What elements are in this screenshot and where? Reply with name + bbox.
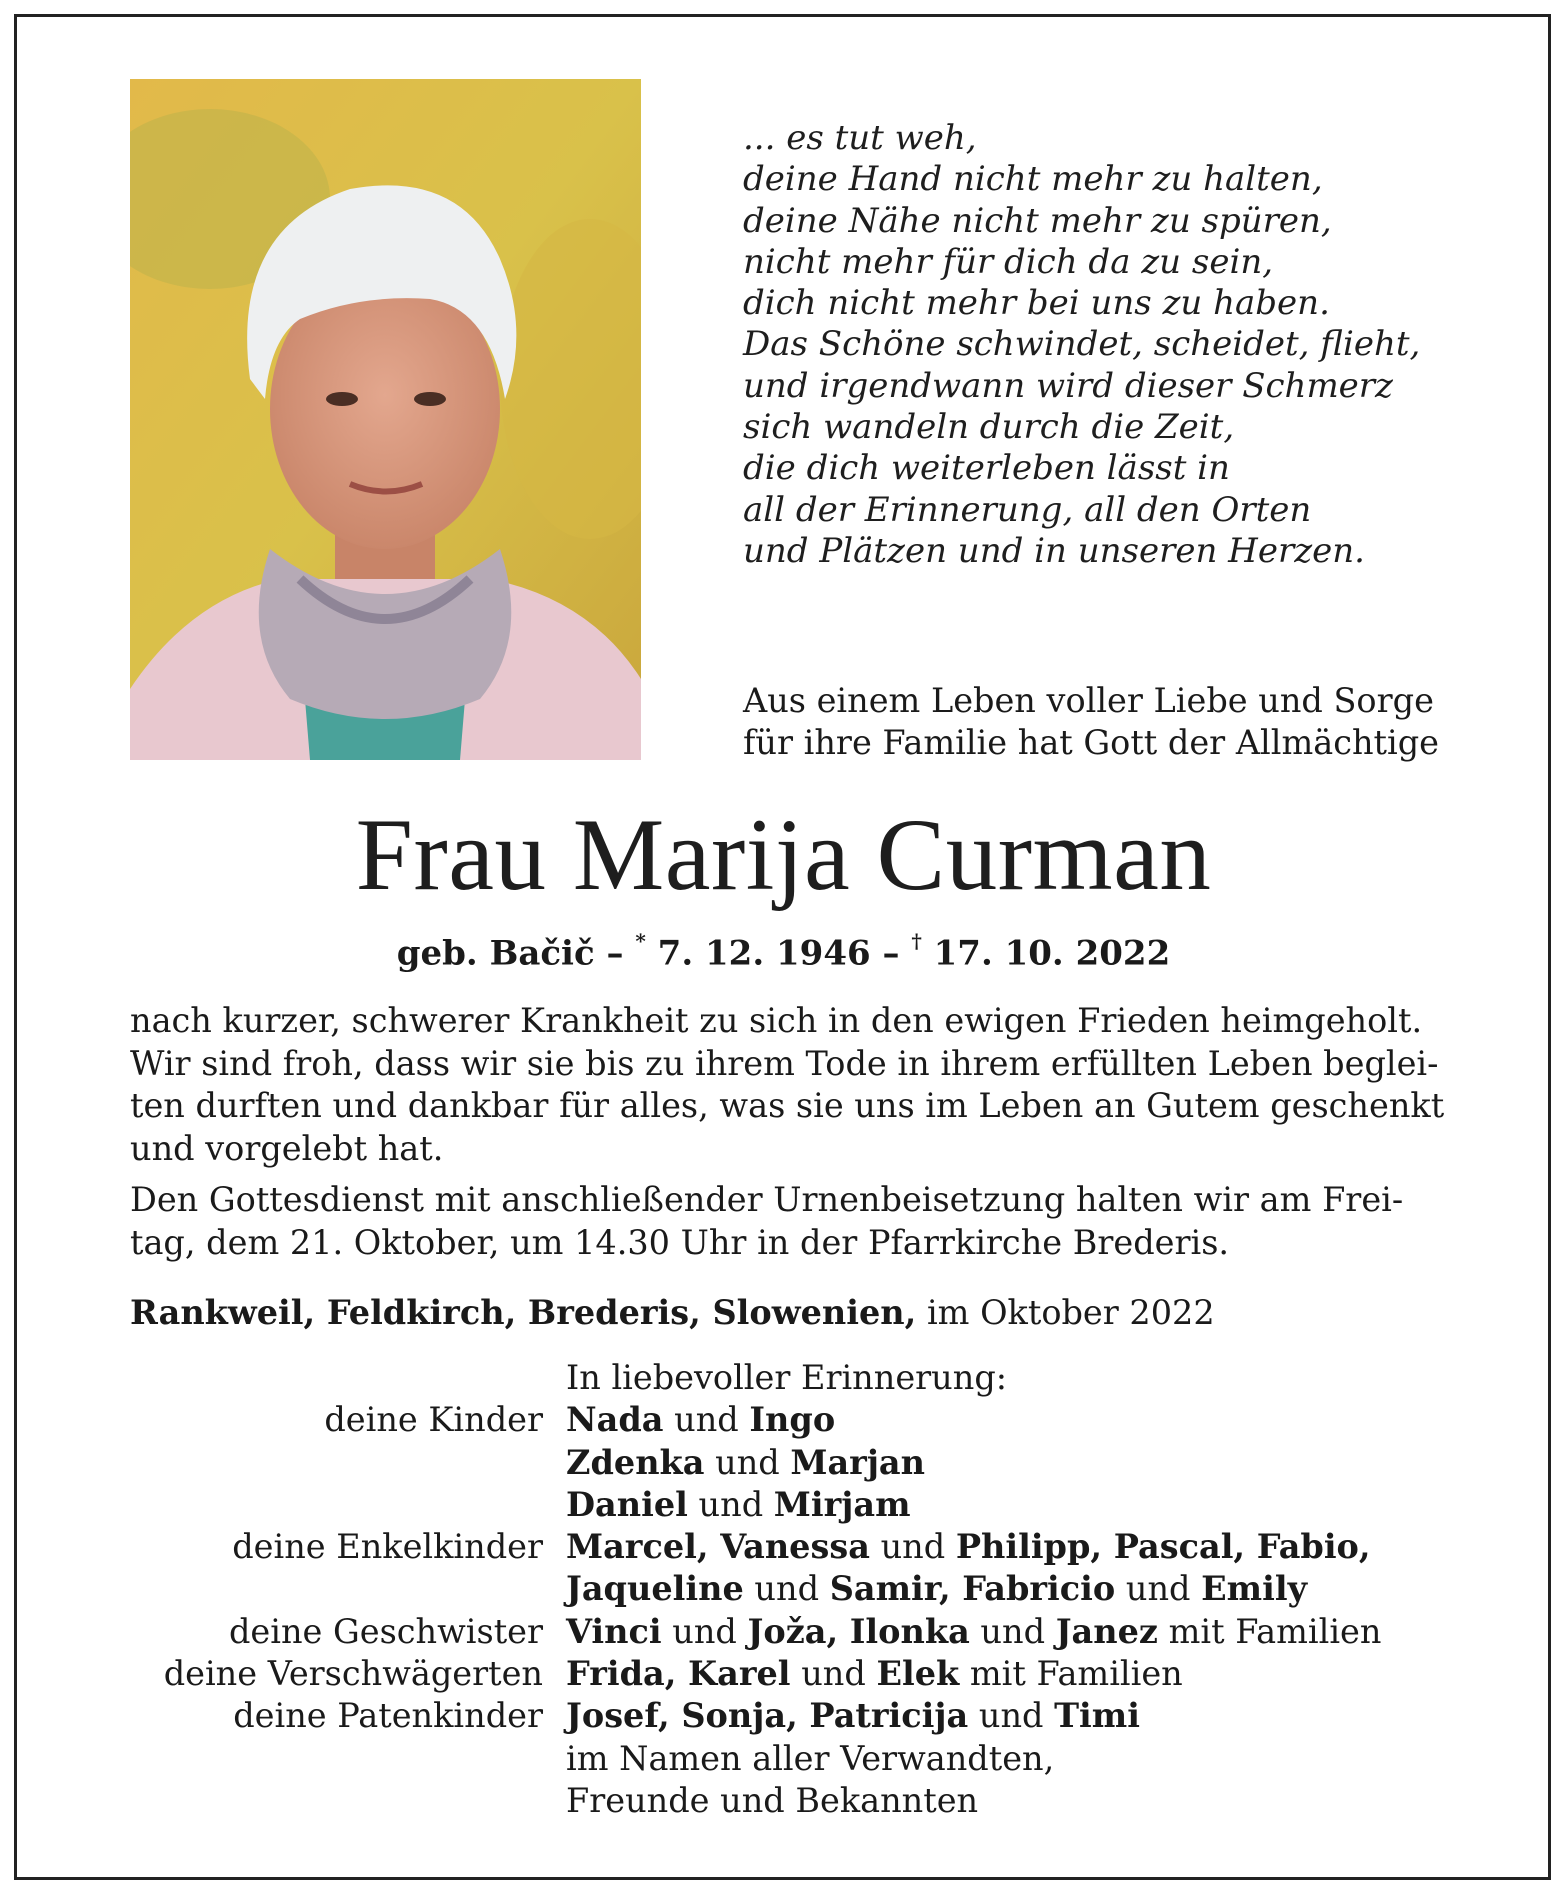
family-label: deine Geschwister: [228, 1611, 543, 1651]
closing-line: Freunde und Bekannten: [566, 1780, 979, 1820]
connector-text: und: [1115, 1569, 1202, 1609]
text-line: tag, dem 21. Oktober, um 14.30 Uhr in der Pfarrkirche Brederis.: [130, 1222, 1230, 1262]
text-line: und vorgelebt hat.: [130, 1128, 444, 1168]
family-names: [566, 1611, 1567, 1653]
poem-line: deine Nähe nicht mehr zu spüren,: [743, 200, 1332, 241]
family-row: [0, 1653, 1567, 1695]
intro-text: [743, 680, 1463, 764]
family-names: [566, 1484, 1567, 1526]
family-member-name: Nada: [566, 1400, 664, 1440]
poem-line: und Plätzen und in unseren Herzen.: [743, 530, 1365, 571]
family-list: [0, 1357, 1567, 1822]
family-member-name: Marcel, Vanessa: [566, 1527, 870, 1567]
connector-text: und: [968, 1696, 1055, 1736]
family-heading: In liebevoller Erinnerung:: [566, 1358, 1008, 1397]
family-row: [0, 1484, 1567, 1526]
family-names: [566, 1568, 1567, 1610]
family-row: [0, 1611, 1567, 1653]
family-label: deine Patenkinder: [233, 1696, 543, 1736]
family-member-name: Janez: [1055, 1611, 1158, 1651]
family-member-name: Mirjam: [773, 1484, 911, 1524]
text-line: Wir sind froh, dass wir sie bis zu ihrem Tode in ihrem erfüllten Leben beglei-: [130, 1043, 1439, 1083]
poem-line: die dich weiterleben lässt in: [743, 448, 1230, 489]
poem-line: nicht mehr für dich da zu sein,: [743, 241, 1274, 282]
family-member-name: Joža, Ilonka: [747, 1611, 970, 1651]
maiden-name: geb. Bačič: [396, 933, 595, 974]
family-member-name: Vinci: [566, 1611, 662, 1651]
connector-text: mit Familien: [959, 1654, 1183, 1694]
poem-line: deine Hand nicht mehr zu halten,: [743, 159, 1323, 200]
paragraph: [130, 1000, 1445, 1170]
family-label: [0, 1442, 566, 1484]
separator: –: [594, 933, 636, 974]
connector-text: und: [743, 1569, 830, 1609]
date: im Oktober 2022: [916, 1293, 1215, 1332]
connector-text: und: [969, 1611, 1056, 1651]
lifespan-line: [0, 923, 1567, 975]
intro-line: Aus einem Leben voller Liebe und Sorge: [743, 681, 1434, 720]
poem-line: und irgendwann wird dieser Schmerz: [743, 365, 1393, 406]
deceased-name: Frau Marija Curman: [355, 798, 1212, 912]
places: Rankweil, Feldkirch, Brederis, Slowenien,: [130, 1293, 917, 1332]
connector-text: und: [661, 1611, 748, 1651]
connector-text: und: [687, 1484, 774, 1524]
family-label: [0, 1568, 566, 1610]
poem-line: dich nicht mehr bei uns zu haben.: [743, 283, 1330, 324]
family-member-name: Zdenka: [566, 1442, 705, 1482]
family-label: [0, 1780, 566, 1822]
family-names: [566, 1653, 1567, 1695]
family-member-name: Philipp, Pascal, Fabio,: [955, 1527, 1371, 1567]
family-row: [0, 1568, 1567, 1610]
family-member-name: Josef, Sonja, Patricija: [566, 1696, 969, 1736]
family-label: [0, 1484, 566, 1526]
poem-line: sich wandeln durch die Zeit,: [743, 407, 1235, 448]
family-member-name: Elek: [876, 1654, 960, 1694]
announcement-body: [130, 1000, 1445, 1264]
place-date-line: [130, 1292, 1460, 1334]
birth-star-icon: *: [635, 929, 646, 953]
family-member-name: Samir, Fabricio: [829, 1569, 1116, 1609]
family-label: deine Verschwägerten: [163, 1654, 543, 1694]
family-row: [0, 1780, 1567, 1822]
text-line: nach kurzer, schwerer Krankheit zu sich in den ewigen Frieden heimgeholt.: [130, 1001, 1423, 1040]
family-member-name: Marjan: [790, 1442, 925, 1482]
connector-text: und: [704, 1442, 791, 1482]
poem-line: ... es tut weh,: [743, 118, 977, 158]
death-date: 17. 10. 2022: [921, 933, 1171, 974]
poem-line: all der Erinnerung, all den Orten: [743, 489, 1312, 530]
connector-text: mit Familien: [1157, 1611, 1382, 1651]
intro-line: für ihre Familie hat Gott der Allmächtige: [743, 723, 1439, 762]
family-member-name: Emily: [1201, 1569, 1308, 1609]
family-row: [0, 1526, 1567, 1568]
family-row: [0, 1695, 1567, 1737]
family-member-name: Frida, Karel: [566, 1654, 791, 1694]
connector-text: und: [663, 1400, 750, 1440]
family-member-name: Daniel: [566, 1484, 688, 1524]
closing-line: im Namen aller Verwandten,: [566, 1738, 1055, 1778]
text-line: Den Gottesdienst mit anschließender Urnenbeisetzung halten wir am Frei-: [130, 1180, 1404, 1219]
text-line: ten durften und dankbar für alles, was sie uns im Leben an Gutem geschenkt: [130, 1086, 1445, 1125]
family-label: deine Kinder: [324, 1400, 543, 1440]
family-row: [0, 1738, 1567, 1780]
connector-text: und: [790, 1654, 877, 1694]
family-names: [566, 1442, 1567, 1484]
family-member-name: Timi: [1054, 1696, 1140, 1736]
family-label: [0, 1357, 566, 1399]
family-names: [566, 1526, 1567, 1568]
connector-text: und: [869, 1527, 956, 1567]
family-names: [566, 1695, 1567, 1737]
poem-line: Das Schöne schwindet, scheidet, flieht,: [743, 324, 1421, 365]
family-heading-row: [0, 1357, 1567, 1399]
family-member-name: Jaqueline: [566, 1569, 744, 1609]
paragraph: [130, 1179, 1440, 1264]
family-row: [0, 1442, 1567, 1484]
family-names: [566, 1399, 1567, 1441]
family-member-name: Ingo: [749, 1400, 836, 1440]
birth-date: 7. 12. 1946: [645, 933, 871, 974]
family-label: deine Enkelkinder: [232, 1527, 543, 1567]
separator: –: [870, 933, 912, 974]
poem: [743, 118, 1463, 572]
family-row: [0, 1399, 1567, 1441]
death-cross-icon: †: [911, 929, 922, 953]
portrait-photo: [130, 79, 641, 760]
family-label: [0, 1738, 566, 1780]
